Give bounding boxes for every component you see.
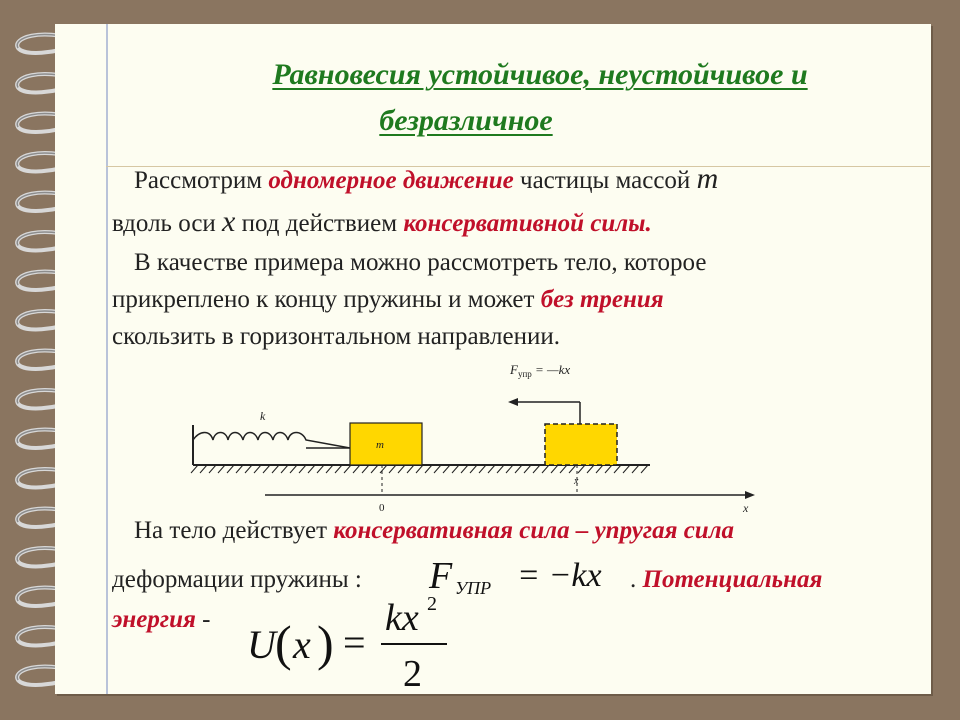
slide-title-line2: безразличное bbox=[379, 104, 553, 137]
paren-close: ) bbox=[317, 615, 334, 671]
force-arrowhead bbox=[508, 398, 518, 406]
mass-label: m bbox=[376, 439, 384, 451]
mass-block-equilibrium bbox=[350, 423, 422, 465]
para2-line2 bbox=[112, 286, 664, 314]
formula-F: F bbox=[429, 555, 453, 597]
text: . bbox=[630, 566, 637, 593]
spring bbox=[193, 433, 350, 449]
axis-label: x bbox=[743, 501, 749, 515]
formula-exponent: 2 bbox=[427, 593, 437, 615]
para2-line1: В качестве примера можно рассмотреть тело, которое bbox=[134, 249, 707, 276]
x-axis-arrowhead bbox=[745, 491, 755, 499]
spring-constant-label: k bbox=[260, 409, 266, 423]
position-label: x bbox=[574, 476, 579, 487]
formula-subscript: УПР bbox=[455, 578, 492, 598]
para1-line1 bbox=[134, 162, 718, 196]
highlight-text: Потенциальная bbox=[636, 566, 823, 593]
variable-x: x bbox=[222, 205, 236, 238]
para3-line2: деформации пружины : bbox=[112, 566, 362, 593]
formula-potential bbox=[245, 592, 475, 697]
force-label: $F_{упр}$ = —kx bbox=[510, 362, 571, 379]
text: На тело действует bbox=[134, 517, 334, 544]
paren-open: ( bbox=[275, 615, 292, 671]
text: под действием bbox=[235, 210, 404, 237]
text: Рассмотрим bbox=[134, 167, 269, 194]
text: частицы массой bbox=[513, 167, 697, 194]
para2-line3: скользить в горизонтальном направлении. bbox=[112, 323, 560, 350]
formula-equals: = bbox=[343, 620, 366, 665]
formula-rhs: = −kx bbox=[517, 557, 602, 594]
spring-mass-diagram bbox=[150, 360, 790, 520]
para3-line3 bbox=[112, 606, 210, 634]
highlight-text: энергия bbox=[112, 606, 196, 633]
mass-block-displaced bbox=[545, 424, 617, 465]
formula-U: U bbox=[247, 622, 276, 667]
variable-m: m bbox=[696, 162, 719, 195]
highlight-text: одномерное движение bbox=[268, 167, 514, 194]
formula-numerator: kx bbox=[385, 597, 419, 639]
para3-line2-end bbox=[630, 566, 822, 594]
highlight-text: без трения bbox=[540, 286, 664, 313]
slide-title-line1: Равновесия устойчивое, неустойчивое и bbox=[272, 58, 808, 91]
text: прикреплено к концу пружины и может bbox=[112, 286, 541, 313]
para1-line2 bbox=[112, 205, 652, 239]
text: - bbox=[195, 606, 211, 633]
origin-label: 0 bbox=[379, 502, 385, 514]
formula-denominator: 2 bbox=[403, 653, 422, 695]
highlight-text: консервативная сила – упругая сила bbox=[333, 517, 735, 544]
floor-hatching bbox=[191, 465, 648, 473]
text: вдоль оси bbox=[112, 210, 223, 237]
para3-line1 bbox=[134, 517, 734, 545]
formula-x: x bbox=[293, 622, 311, 667]
highlight-text: консервативной силы. bbox=[403, 210, 652, 237]
